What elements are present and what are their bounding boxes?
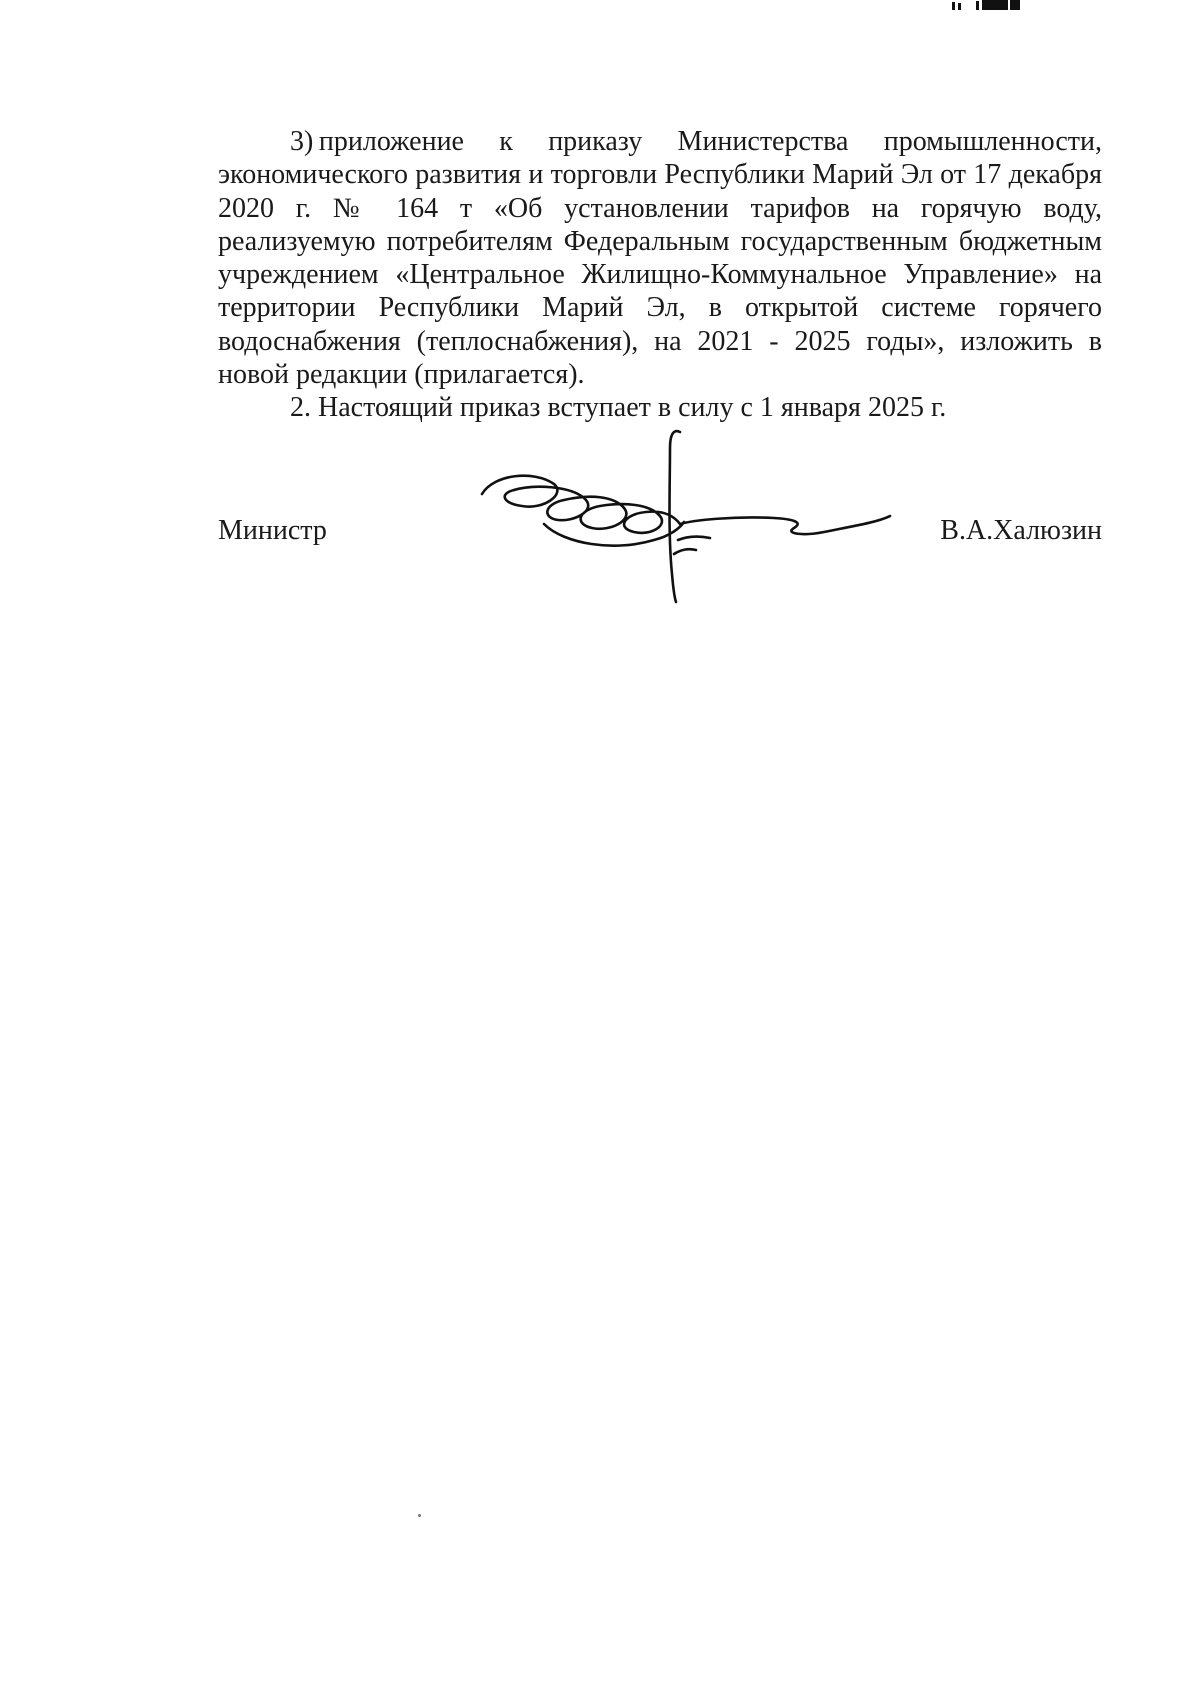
handwritten-signature [474, 424, 894, 604]
scan-speck [418, 1514, 421, 1517]
signatory-name: В.А.Халюзин [940, 515, 1102, 546]
document-body [218, 125, 1102, 425]
stamp-fragment [952, 0, 1042, 12]
signatory-title: Министр [218, 515, 327, 546]
paragraph-item-3: 3) приложение к приказу Министерства промышленности, экономического развития и торговли Республики Марий Эл от 17 декабря 2020 г. № 164 т «Об установлении тарифов на горячую воду, реализуемую потребителям Федеральным государственным бюджетным учреждением «Центральное Жилищно-Коммунальное Управление» на территории Республики Марий Эл, в открытой системе горячего водоснабжения (теплоснабжения), на 2021 - 2025 годы», изложить в новой редакции (прилагается). [218, 126, 1102, 391]
signature-block [218, 424, 1102, 604]
paragraph-effective-date: 2. Настоящий приказ вступает в силу с 1 января 2025 г. [290, 392, 947, 424]
